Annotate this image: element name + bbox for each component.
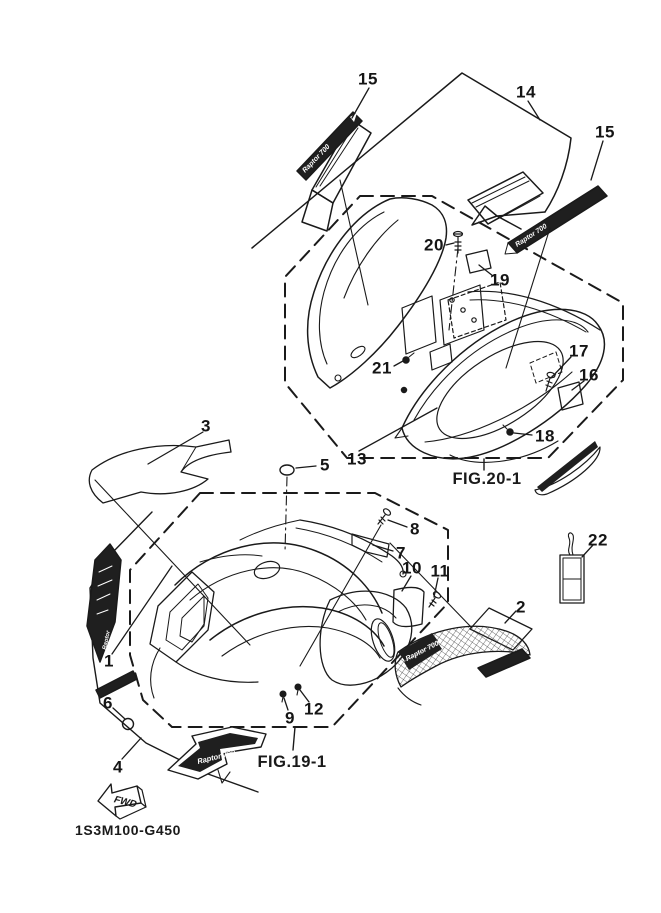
callout-10[interactable]: 10 — [402, 558, 422, 578]
callout-9[interactable]: 9 — [285, 708, 295, 728]
callout-18[interactable]: 18 — [535, 426, 555, 446]
callout-6[interactable]: 6 — [103, 693, 113, 713]
front-bumper-decal-text: Raptor — [102, 630, 112, 651]
callout-22[interactable]: 22 — [588, 530, 608, 550]
bolt-18 — [503, 425, 513, 435]
callout-12[interactable]: 12 — [304, 699, 324, 719]
decal-2-text: Raptor 700 — [404, 640, 441, 663]
callout-1[interactable]: 1 — [104, 651, 114, 671]
callout-17[interactable]: 17 — [569, 341, 589, 361]
decal-15-left — [297, 112, 371, 231]
callout-11[interactable]: 11 — [430, 561, 450, 581]
decal-3-inner — [181, 447, 196, 472]
fig19-label-connector — [293, 727, 295, 750]
hang-tag-22 — [560, 533, 584, 603]
arrow-decal-text: Raptor 700 — [196, 747, 237, 766]
grommet-5 — [280, 465, 294, 475]
callout-7[interactable]: 7 — [396, 543, 406, 563]
fig19-boundary — [130, 493, 448, 727]
fwd-arrow-text: FWD — [111, 794, 139, 811]
callout-21[interactable]: 21 — [372, 358, 392, 378]
callout-8[interactable]: 8 — [410, 519, 420, 539]
plate-16 — [558, 382, 583, 410]
screw-8 — [378, 508, 392, 524]
rear-heel-guard — [535, 441, 600, 495]
callout-15-right[interactable]: 15 — [595, 122, 615, 142]
callout-20[interactable]: 20 — [424, 235, 444, 255]
fig-19-1-label[interactable]: FIG.19-1 — [257, 752, 327, 771]
arrow-decal — [168, 727, 266, 783]
center-lines — [285, 248, 458, 552]
callout-4[interactable]: 4 — [113, 757, 123, 777]
fig-20-1-label[interactable]: FIG.20-1 — [452, 469, 522, 488]
callout-13[interactable]: 13 — [347, 449, 367, 469]
callout-16[interactable]: 16 — [579, 365, 599, 385]
decal-15-left-text: Raptor 700 — [301, 143, 332, 175]
callout-15-left[interactable]: 15 — [358, 69, 378, 89]
callout-3[interactable]: 3 — [201, 416, 211, 436]
callout-14[interactable]: 14 — [516, 82, 536, 102]
decal-15-right-text: Raptor 700 — [514, 223, 549, 249]
bolt-rear-edge — [402, 388, 407, 393]
callout-2[interactable]: 2 — [516, 597, 526, 617]
rear-fender — [395, 309, 604, 462]
callout-19[interactable]: 19 — [490, 270, 510, 290]
plate-19 — [466, 250, 491, 273]
callout-5[interactable]: 5 — [320, 455, 330, 475]
drawing-number: 1S3M100-G450 — [75, 822, 182, 838]
decal-2 — [395, 608, 532, 705]
fwd-arrow — [98, 784, 146, 819]
bolt-21 — [403, 353, 414, 363]
